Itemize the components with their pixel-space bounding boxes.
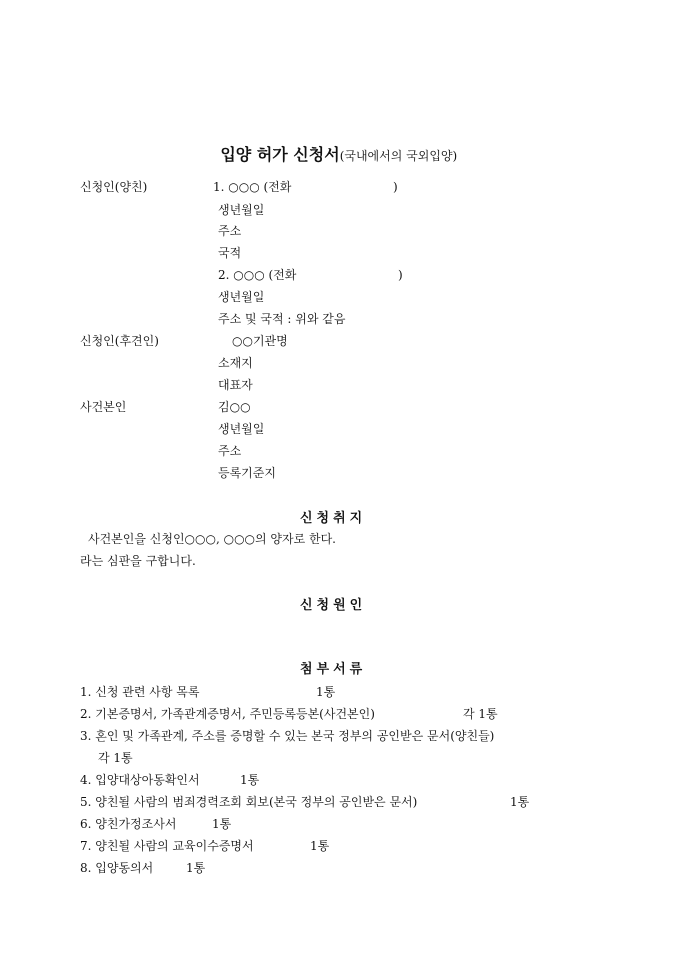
reason-heading: 신청원인 [300,598,367,613]
guardian-representative: 대표자 [218,378,253,392]
parent2-birth: 생년월일 [218,290,265,304]
applicant-guardian-label: 신청인(후견인) [80,334,159,348]
attachment-item-1: 1. 신청 관련 사항 목록 [80,685,200,699]
attachment-count-1: 1통 [316,685,336,699]
purpose-line-1: 사건본인을 신청인○○○, ○○○의 양자로 한다. [88,532,337,546]
purpose-heading: 신청취지 [300,511,367,526]
parent2-address-nationality: 주소 및 국적 : 위와 같음 [218,312,346,326]
title-sub: (국내에서의 국외입양) [339,149,458,163]
applicant-parents-label: 신청인(양친) [80,180,148,194]
subject-address: 주소 [218,444,242,458]
parent1-phone-close: ) [393,180,398,194]
subject-registry: 등록기준지 [218,466,276,480]
attachment-count-8: 1통 [186,861,206,875]
guardian-agency: ○○기관명 [232,334,288,348]
attachment-count-5: 1통 [510,795,530,809]
guardian-location: 소재지 [218,356,253,370]
attachment-count-6: 1통 [212,817,232,831]
attachment-count-4: 1통 [240,773,260,787]
subject-name: 김○○ [218,400,251,414]
title-main: 입양 허가 신청서 [220,145,340,164]
parent1-nationality: 국적 [218,246,242,260]
subject-label: 사건본인 [80,400,127,414]
subject-birth: 생년월일 [218,422,265,436]
attachment-item-7: 7. 양친될 사람의 교육이수증명서 [80,839,254,853]
attachment-item-6: 6. 양친가정조사서 [80,817,177,831]
attachment-item-2: 2. 기본증명서, 가족관계증명서, 주민등록등본(사건본인) [80,707,375,721]
attachment-item-5: 5. 양친될 사람의 범죄경력조회 회보(본국 정부의 공인받은 문서) [80,795,418,809]
document-title [200,131,457,179]
attachment-item-3: 3. 혼인 및 가족관계, 주소를 증명할 수 있는 본국 정부의 공인받은 문서(양친들) [80,729,495,743]
attachment-item-4: 4. 입양대상아동확인서 [80,773,200,787]
parent2-name-phone: 2. ○○○ (전화 [218,268,297,282]
parent1-name-phone: 1. ○○○ (전화 [213,180,292,194]
attachment-count-2: 각 1통 [463,707,498,721]
parent1-address: 주소 [218,224,242,238]
attachment-item-8: 8. 입양동의서 [80,861,154,875]
attachment-count-7: 1통 [310,839,330,853]
purpose-line-2: 라는 심판을 구합니다. [80,554,196,568]
parent1-birth: 생년월일 [218,203,265,217]
parent2-phone-close: ) [398,268,403,282]
attachment-count-3: 각 1통 [98,751,133,765]
attachments-heading: 첨부서류 [300,662,367,677]
